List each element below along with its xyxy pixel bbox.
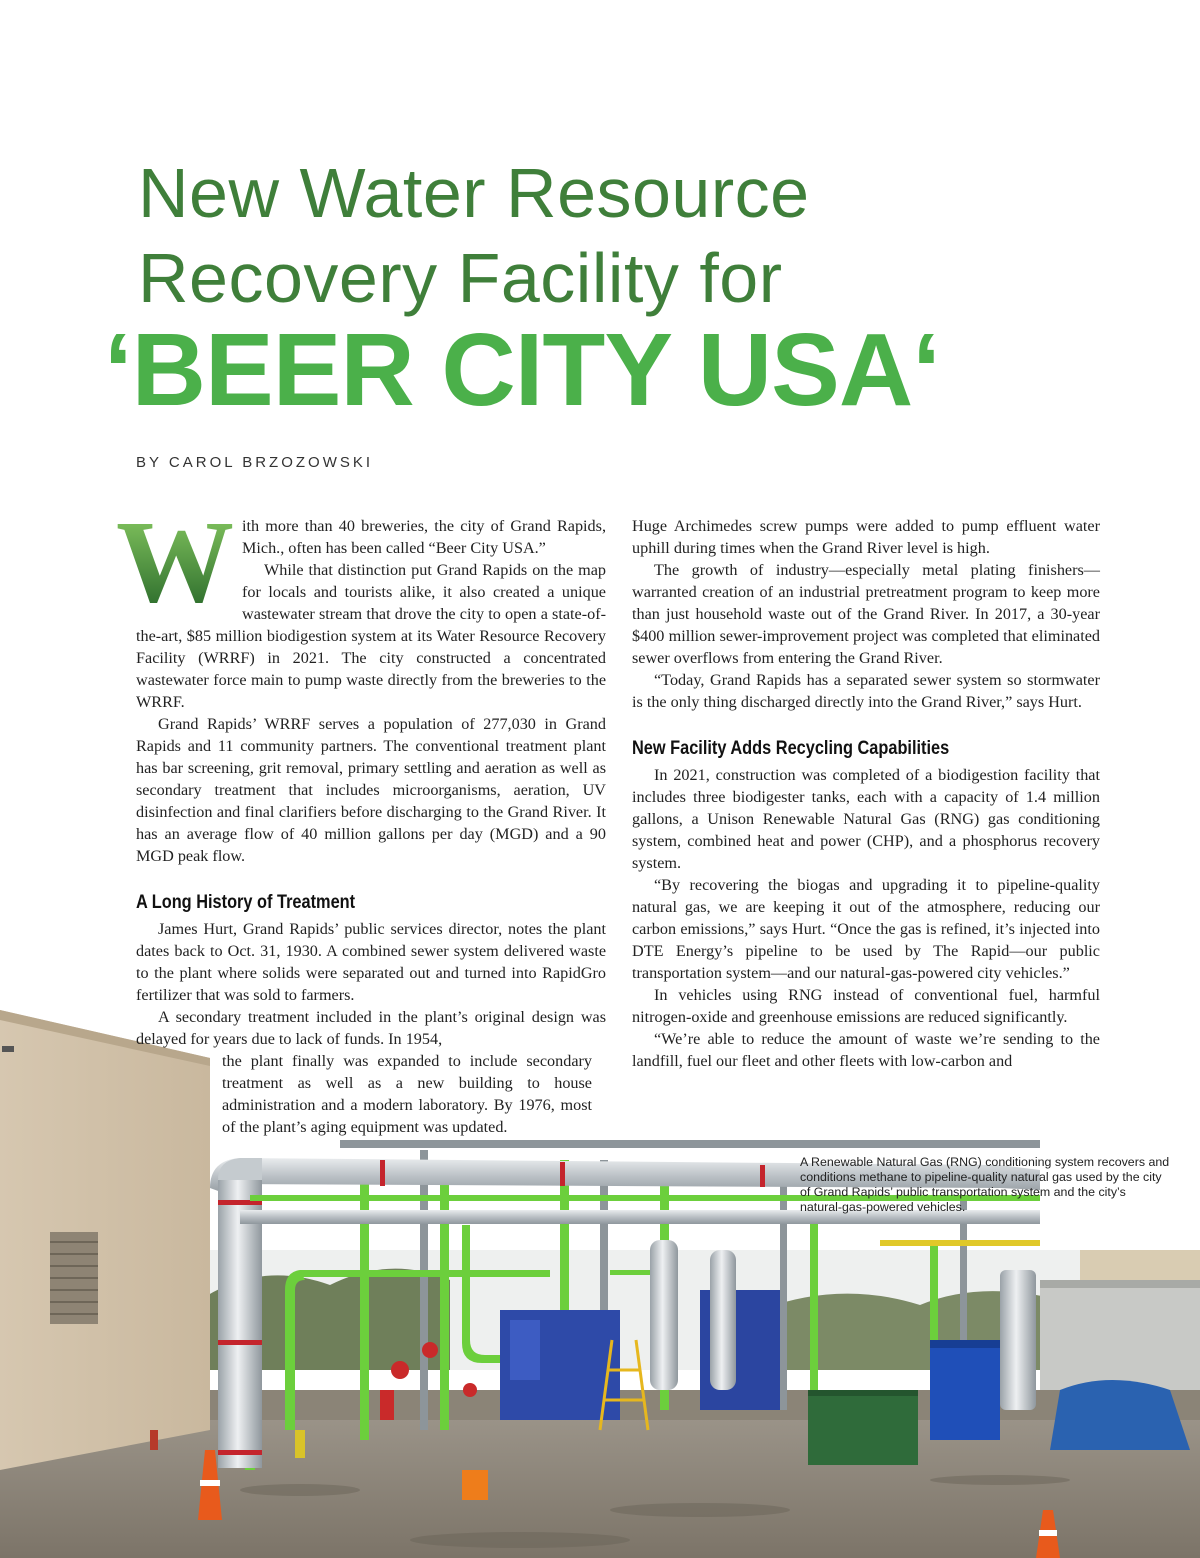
section-heading: A Long History of Treatment xyxy=(136,892,356,913)
paragraph: “By recovering the biogas and upgrading it to pipeline-quality natural gas, we are keeping it out of the atmosphere, reducing our carbon emissions,” says Hurt. “Once the gas is refined, it’s injected into DTE Energy’s pipeline to be used by The Rapid—our public transportation system—and our natural-gas-powered city vehicles.” xyxy=(632,876,1100,982)
headline-line-3: ‘BEER CITY USA‘ xyxy=(104,312,940,427)
headline-line-2: Recovery Facility for xyxy=(138,239,783,317)
paragraph: A secondary treatment included in the plant’s original design was delayed for years due to lack of funds. In 1954, xyxy=(136,1008,606,1048)
headline-line-1: New Water Resource xyxy=(138,154,810,232)
paragraph-intro-text: ith more than 40 breweries, the city of Grand Rapids, Mich., often has been called “Beer City USA.” xyxy=(242,517,606,557)
photo-caption: A Renewable Natural Gas (RNG) conditioning system recovers and conditions methane to pipeline-quality natural gas used by the city of Grand Rapids’ public transportation system and the city’s natural-gas-powered vehicles. xyxy=(800,1155,1170,1214)
paragraph-continued: the plant finally was expanded to include secondary treatment as well as a new building to house administration and a modern laboratory. By 1976, most of the plant’s aging equipment was updated. xyxy=(222,1052,592,1136)
column-2 xyxy=(632,515,1100,1072)
paragraph: The growth of industry—especially metal plating finishers—warranted creation of an industrial pretreatment program to keep more than just household waste out of the Grand River. In 2017, a 30-year $400 million sewer-improvement project was completed that eliminated sewer overflows from entering the Grand River. xyxy=(632,561,1100,667)
paragraph: In vehicles using RNG instead of conventional fuel, harmful nitrogen-oxide and greenhouse emissions are reduced significantly. xyxy=(632,986,1100,1026)
paragraph: Huge Archimedes screw pumps were added to pump effluent water uphill during times when the Grand River level is high. xyxy=(632,517,1100,557)
section-heading: New Facility Adds Recycling Capabilities xyxy=(632,738,950,759)
paragraph: James Hurt, Grand Rapids’ public services director, notes the plant dates back to Oct. 31, 1930. A combined sewer system delivered waste to the plant where solids were separated out and turned into RapidGro fertilizer that was sold to farmers. xyxy=(136,920,606,1004)
drop-cap: W xyxy=(116,496,234,627)
paragraph: “Today, Grand Rapids has a separated sewer system so stormwater is the only thing discharged directly into the Grand River,” says Hurt. xyxy=(632,671,1100,711)
byline: BY CAROL BRZOZOWSKI xyxy=(136,454,374,471)
paragraph: “We’re able to reduce the amount of waste we’re sending to the landfill, fuel our fleet and other fleets with low-carbon and xyxy=(632,1030,1100,1070)
paragraph: While that distinction put Grand Rapids on the map for locals and tourists alike, it also created a unique wastewater stream that drove the city to open a state-of-the-art, $85 million biodigestion system at its Water Resource Recovery Facility (WRRF) in 2021. The city constructed a concentrated wastewater force main to pump waste directly from the breweries to the WRRF. xyxy=(136,561,606,711)
paragraph: In 2021, construction was completed of a biodigestion facility that includes three biodigester tanks, each with a capacity of 1.4 million gallons, a Unison Renewable Natural Gas (RNG) gas conditioning system, combined heat and power (CHP), and a phosphorus recovery system. xyxy=(632,766,1100,872)
column-1 xyxy=(116,496,606,1138)
paragraph-intro xyxy=(116,496,606,627)
paragraph: Grand Rapids’ WRRF serves a population of 277,030 in Grand Rapids and 11 community partners. The conventional treatment plant has bar screening, grit removal, primary settling and aeration as well as secondary treatment that includes microorganisms, aeration, UV disinfection and final clarifiers before discharging to the Grand River. It has an average flow of 40 million gallons per day (MGD) and a 90 MGD peak flow. xyxy=(136,715,606,865)
